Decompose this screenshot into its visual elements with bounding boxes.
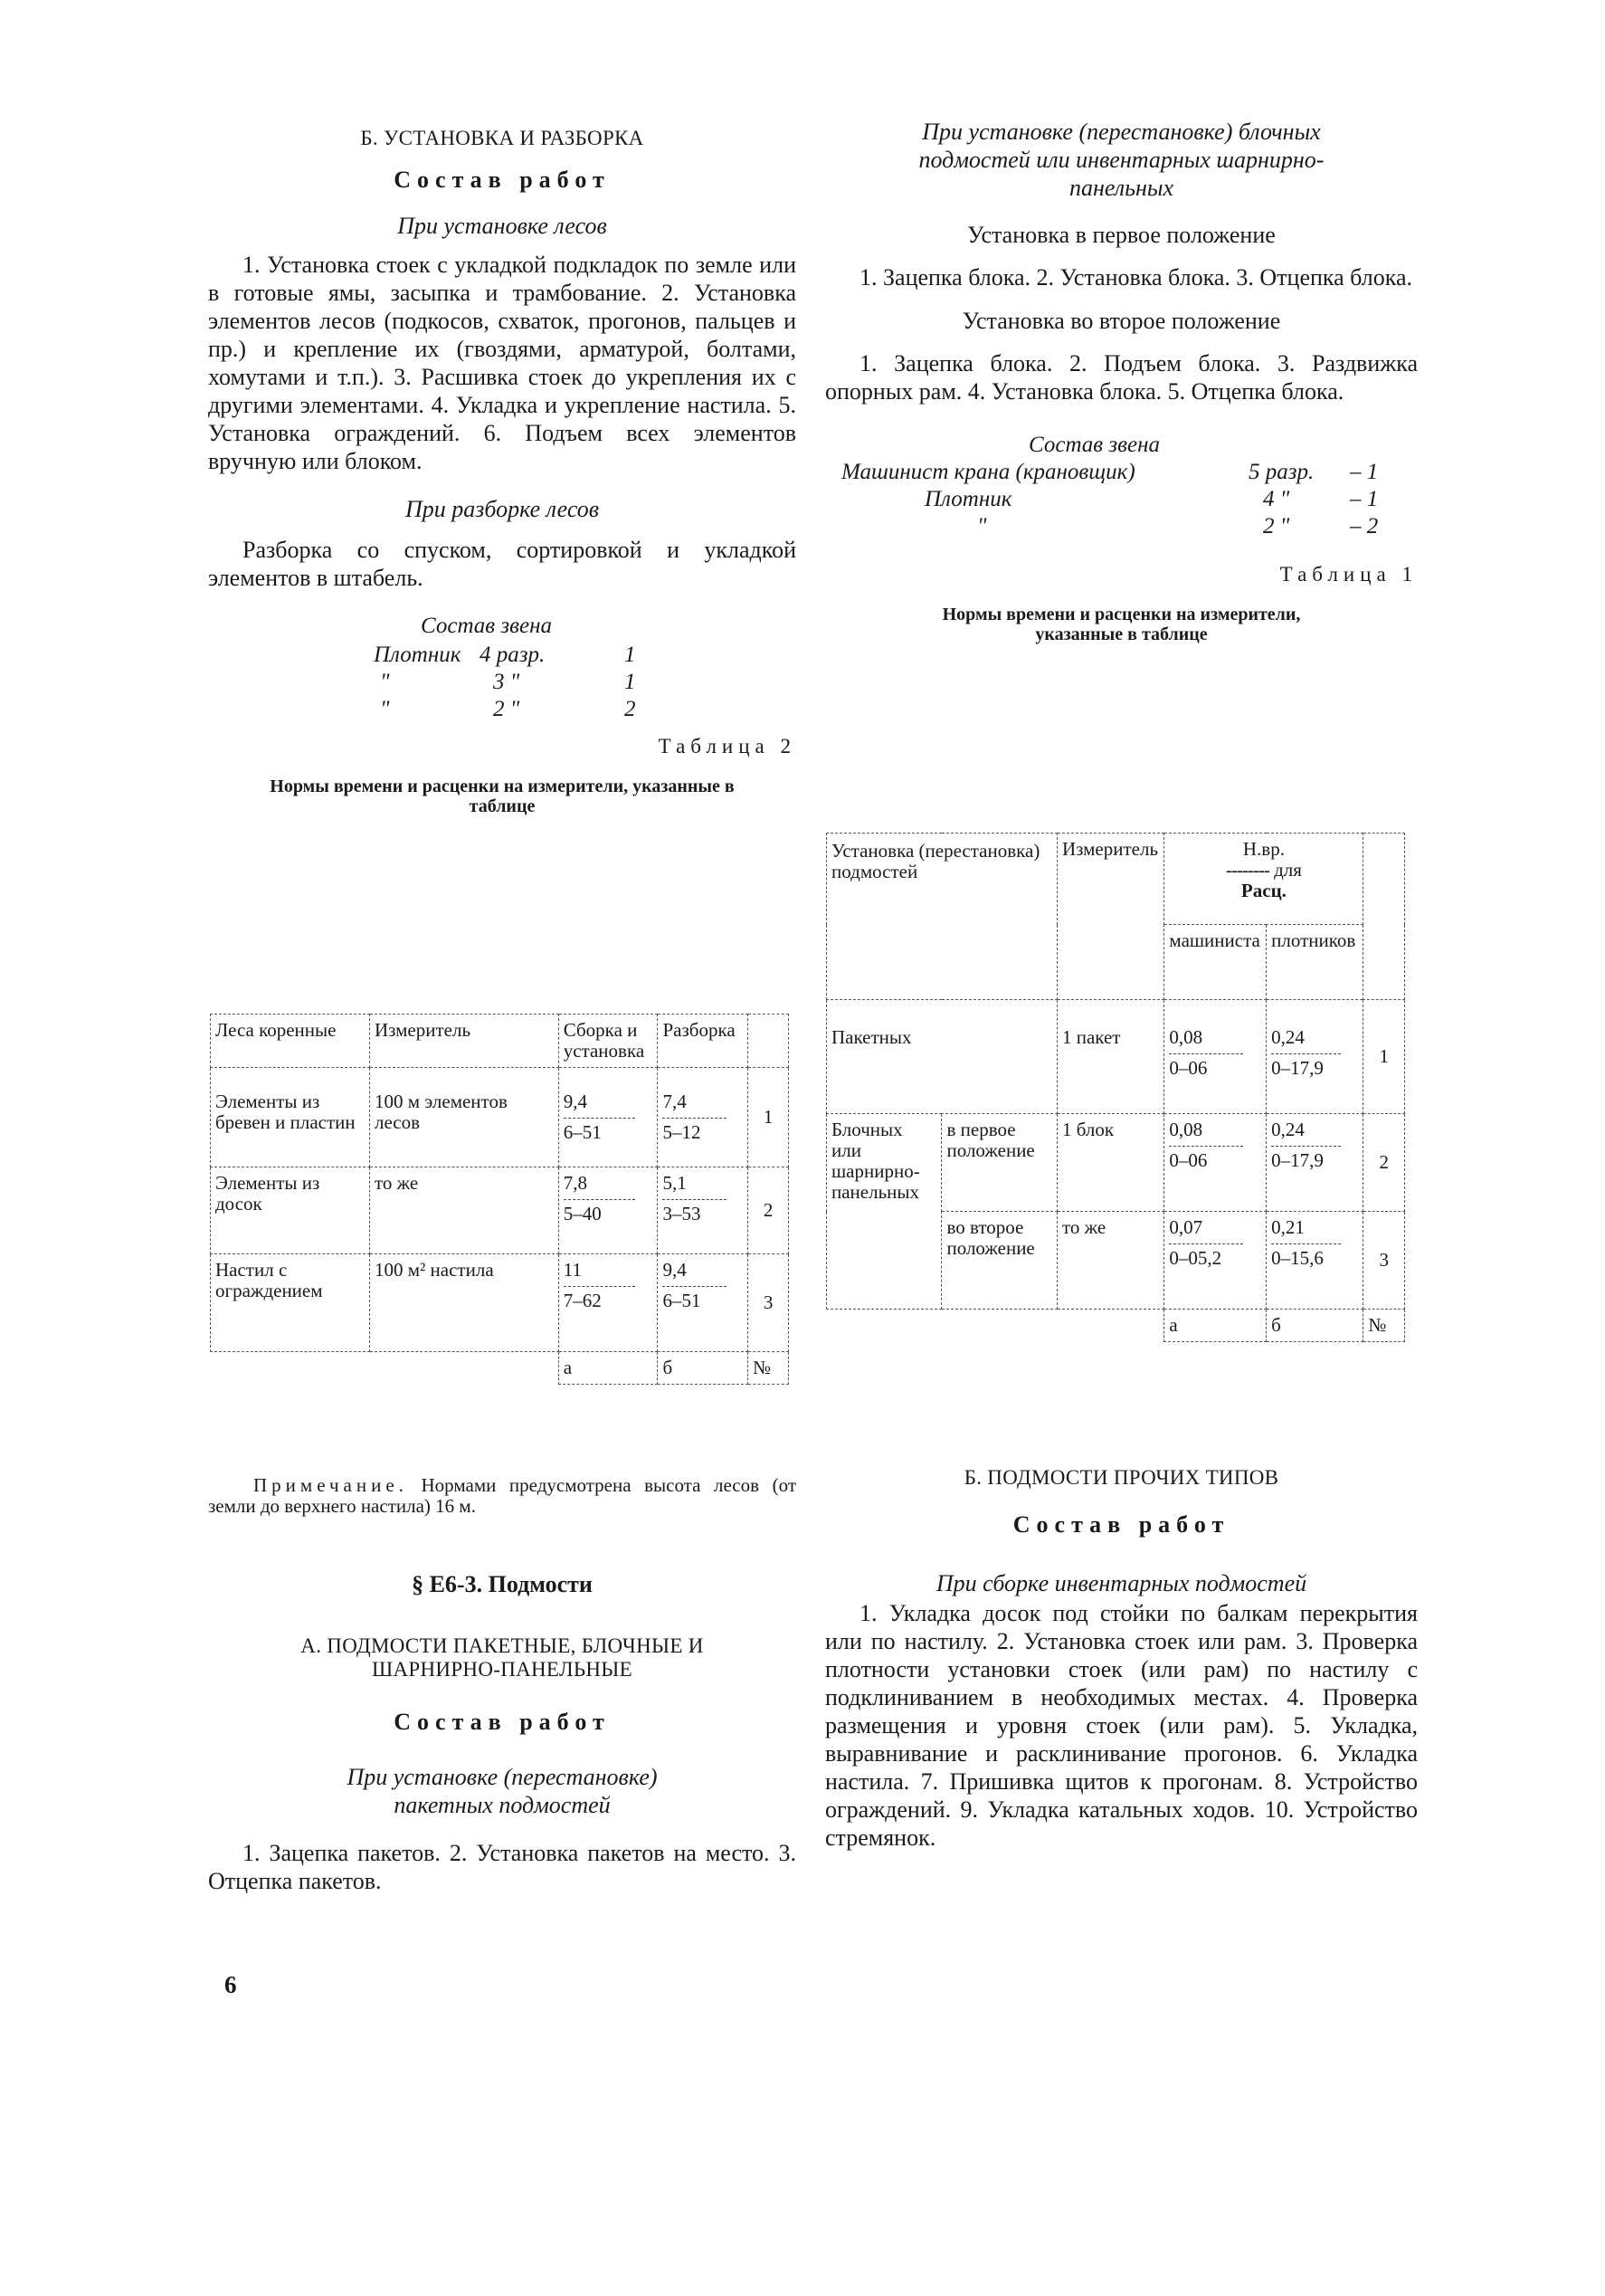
header-unit: Измеритель <box>1057 834 1163 1000</box>
price-value: 5–40 <box>563 1203 602 1224</box>
table-2-title: Нормы времени и расценки на измерители, указанные в таблице <box>270 776 735 816</box>
table-header-row <box>211 1015 789 1068</box>
crew-grade: 3 " <box>493 670 520 694</box>
right-lower <box>825 1466 1418 1852</box>
price-value: 6–51 <box>563 1121 602 1143</box>
price-value: 0–15,6 <box>1271 1247 1324 1269</box>
row-machinist <box>1164 1114 1267 1212</box>
crew-role: " <box>380 697 390 721</box>
row-carpenter <box>1267 1114 1363 1212</box>
crew-grade: 4 " <box>1263 487 1290 511</box>
norm-value: 9,4 <box>662 1259 687 1281</box>
row-group: Блочных или шарнирно-панельных <box>827 1114 942 1310</box>
row-dismantle <box>658 1254 748 1352</box>
table-footer-row <box>827 1310 1405 1342</box>
crew-role: Машинист крана (крановщик) <box>841 460 1135 484</box>
price-value: 0–06 <box>1169 1149 1208 1171</box>
crew-count: – 1 <box>1350 487 1379 511</box>
row-name: Элементы из досок <box>211 1167 370 1254</box>
dismantle-forests-heading: При разборке лесов <box>404 496 600 522</box>
note-text: Нормами предусмотрена высота лесов (от земли до верхнего настила) 16 м. <box>208 1474 797 1517</box>
work-composition-heading: Состав работ <box>394 167 611 193</box>
crew-count: 1 <box>624 670 636 694</box>
header-carpenter: плотников <box>1267 925 1363 1000</box>
row-number: 3 <box>1363 1212 1405 1310</box>
price-value: 7–62 <box>563 1290 602 1311</box>
norm-value: 9,4 <box>563 1091 587 1112</box>
table-1-title: Нормы времени и расценки на измерители, указанные в таблице <box>942 605 1301 644</box>
note-label: Примечание. <box>253 1474 408 1496</box>
table-2-label: Таблица 2 <box>658 735 796 757</box>
crew-grade: 5 разр. <box>1249 460 1315 484</box>
norm-value: 7,8 <box>563 1172 587 1194</box>
table-header-cell: Разборка <box>658 1015 748 1068</box>
table-row <box>827 1000 1405 1114</box>
footer-cell: б <box>658 1352 748 1385</box>
table-header-cell <box>748 1015 789 1068</box>
norm-value: 0,08 <box>1169 1119 1203 1140</box>
crew-count: – 1 <box>1350 460 1379 484</box>
row-group: Пакетных <box>827 1000 1058 1114</box>
crew-title: Состав звена <box>1029 433 1161 457</box>
table-header-cell: Сборка и установка <box>558 1015 658 1068</box>
page-number: 6 <box>224 1971 237 1998</box>
row-number: 1 <box>748 1068 789 1167</box>
row-number: 2 <box>1363 1114 1405 1212</box>
first-position-text: 1. Зацепка блока. 2. Установка блока. 3. Отцепка блока. <box>859 264 1413 291</box>
price-value: 5–12 <box>662 1121 701 1143</box>
norm-value: 0,07 <box>1169 1216 1203 1238</box>
second-position-text: 1. Зацепка блока. 2. Подъем блока. 3. Раздвижка опорных рам. 4. Установка блока. 5. Отцепка блока. <box>825 350 1418 405</box>
paragraph-e6-3-heading: § Е6-3. Подмости <box>412 1571 593 1597</box>
footer-cell: № <box>748 1352 789 1385</box>
row-name: Элементы из бревен и пластин <box>211 1068 370 1167</box>
crew-role: Плотник <box>925 487 1012 511</box>
norm-value: 0,24 <box>1271 1119 1305 1140</box>
crew-grade: 4 разр. <box>480 643 546 667</box>
table-row <box>827 1114 1405 1212</box>
first-position-heading: Установка в первое положение <box>967 222 1276 248</box>
table-row <box>211 1254 789 1352</box>
dismantle-forests-text: Разборка со спуском, сортировкой и укладкой элементов в штабель. <box>208 537 796 591</box>
price-value: 0–17,9 <box>1271 1057 1324 1079</box>
left-column <box>208 118 796 816</box>
row-unit: 100 м² настила <box>369 1254 558 1352</box>
price-label: Расц. <box>1240 880 1287 901</box>
row-subgroup: во второе положение <box>942 1212 1057 1310</box>
norm-value: 0,21 <box>1271 1216 1305 1238</box>
crew-role: " <box>977 514 987 538</box>
row-unit: 100 м элементов лесов <box>369 1068 558 1167</box>
row-unit: то же <box>1057 1212 1163 1310</box>
row-number: 3 <box>748 1254 789 1352</box>
norm-value: 11 <box>563 1259 582 1281</box>
footer-cell: а <box>558 1352 658 1385</box>
row-subgroup: в первое положение <box>942 1114 1057 1212</box>
block-heading: При установке (перестановке) блочных подмостей или инвентарных шарнирно-панельных <box>918 119 1325 201</box>
table-2 <box>210 1014 789 1385</box>
row-unit: 1 пакет <box>1057 1000 1163 1114</box>
crew-grade: 2 " <box>1263 514 1290 538</box>
price-value: 3–53 <box>662 1203 701 1224</box>
price-value: 0–05,2 <box>1169 1247 1222 1269</box>
left-lower <box>208 1475 796 1895</box>
crew-grade: 2 " <box>493 697 520 721</box>
crew-composition-right <box>825 433 1418 541</box>
row-assembly <box>558 1254 658 1352</box>
install-forests-text: 1. Установка стоек с укладкой подкладок по земле или в готовые ямы, засыпка и трамбование. 2. Установка элементов лесов (подкосов, схваток, прогонов, пальцев и пр.) и крепление их (гвоздями, арматурой, болтами, хомутами и т.п.). 3. Расшивка стоек до укрепления их с другими элементами. 4. Укладка и укрепление настила. 5. Установка ограждений. 6. Подъем всех элементов вручную или блоком. <box>208 252 796 474</box>
table-note <box>208 1475 796 1517</box>
norm-value: 0,24 <box>1271 1026 1305 1048</box>
table-header-cell: Измеритель <box>369 1015 558 1068</box>
table-header-row <box>827 834 1405 925</box>
table-row <box>211 1167 789 1254</box>
table-footer-row <box>211 1352 789 1385</box>
row-carpenter <box>1267 1212 1363 1310</box>
table-1-label: Таблица 1 <box>1279 563 1418 586</box>
row-name: Настил с ограждением <box>211 1254 370 1352</box>
norm-value: 0,08 <box>1169 1026 1203 1048</box>
right-column <box>825 118 1418 644</box>
for-label: для <box>1274 859 1302 881</box>
price-value: 0–06 <box>1169 1057 1208 1079</box>
packet-heading: При установке (перестановке) пакетных подмостей <box>347 1764 658 1818</box>
work-composition-heading-2: Состав работ <box>394 1709 611 1735</box>
row-machinist <box>1164 1000 1267 1114</box>
crew-count: – 2 <box>1350 514 1379 538</box>
row-carpenter <box>1267 1000 1363 1114</box>
section-b-other-heading: Б. ПОДМОСТИ ПРОЧИХ ТИПОВ <box>964 1466 1279 1489</box>
row-dismantle <box>658 1167 748 1254</box>
row-assembly <box>558 1068 658 1167</box>
price-value: 6–51 <box>662 1290 701 1311</box>
footer-cell: б <box>1267 1310 1363 1342</box>
work-composition-heading-3: Состав работ <box>1012 1511 1230 1538</box>
crew-role: Плотник <box>374 643 461 667</box>
row-machinist <box>1164 1212 1267 1310</box>
crew-title: Состав звена <box>421 614 553 638</box>
install-forests-heading: При установке лесов <box>397 213 607 239</box>
table-header-cell: Леса коренные <box>211 1015 370 1068</box>
table-row <box>211 1068 789 1167</box>
footer-cell: № <box>1363 1310 1405 1342</box>
header-norm-price: Н.вр. -------- для Расц. <box>1164 834 1363 925</box>
row-dismantle <box>658 1068 748 1167</box>
crew-count: 2 <box>624 697 636 721</box>
norm-value: 7,4 <box>662 1091 687 1112</box>
row-unit: 1 блок <box>1057 1114 1163 1212</box>
section-b-heading: Б. УСТАНОВКА И РАЗБОРКА <box>360 127 644 149</box>
row-number: 1 <box>1363 1000 1405 1114</box>
row-number: 2 <box>748 1167 789 1254</box>
inventory-text: 1. Укладка досок под стойки по балкам перекрытия или по настилу. 2. Установка стоек или рам. 3. Проверка плотности установки стоек (или рам) по настилу с подклиниванием в необходимых местах. 4. Проверка размещения и уровня стоек (или рам). 5. Укладка, выравнивание и расклинивание прогонов. 6. Укладка настила. 7. Пришивка щитов к прогонам. 8. Устройство ограждений. 9. Укладка катальных ходов. 10. Устройство стремянок. <box>825 1600 1418 1851</box>
packet-text: 1. Зацепка пакетов. 2. Установка пакетов на место. 3. Отцепка пакетов. <box>208 1840 796 1894</box>
header-machinist: машиниста <box>1164 925 1267 1000</box>
crew-count: 1 <box>624 643 636 667</box>
crew-role: " <box>380 670 390 694</box>
section-a-heading: А. ПОДМОСТИ ПАКЕТНЫЕ, БЛОЧНЫЕ И ШАРНИРНО-ПАНЕЛЬНЫЕ <box>300 1634 704 1681</box>
norm-value: 5,1 <box>662 1172 687 1194</box>
norm-label: Н.вр. <box>1242 838 1285 860</box>
crew-composition-left <box>208 614 796 722</box>
table-1 <box>826 833 1405 1342</box>
inventory-heading: При сборке инвентарных подмостей <box>935 1570 1307 1596</box>
header-install: Установка (перестановка) подмостей <box>827 834 1058 1000</box>
price-value: 0–17,9 <box>1271 1149 1324 1171</box>
second-position-heading: Установка во второе положение <box>962 308 1281 334</box>
row-unit: то же <box>369 1167 558 1254</box>
row-assembly <box>558 1167 658 1254</box>
footer-cell: а <box>1164 1310 1267 1342</box>
